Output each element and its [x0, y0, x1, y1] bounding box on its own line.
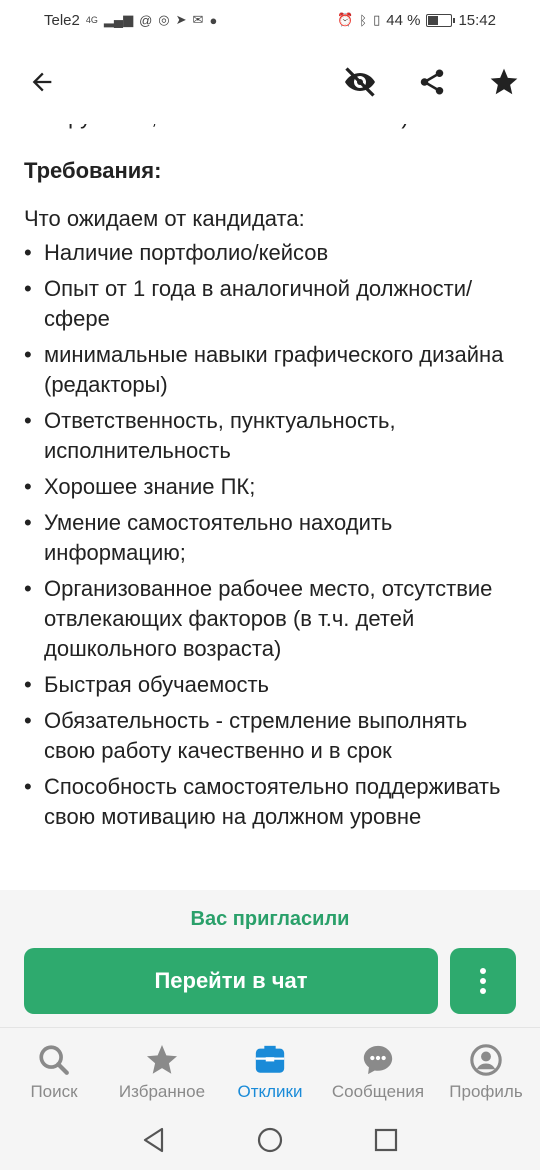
- search-icon: [37, 1043, 71, 1077]
- share-button[interactable]: [408, 58, 456, 106]
- list-item: • Быстрая обучаемость: [24, 670, 520, 700]
- battery-icon: [426, 14, 452, 27]
- triangle-back-icon: [142, 1127, 166, 1153]
- responses-icon: [253, 1043, 287, 1077]
- status-bar: [0, 0, 540, 40]
- instagram-icon: ◎: [158, 12, 170, 27]
- hide-button[interactable]: [336, 58, 384, 106]
- signal-icon: ▂▄▆: [103, 12, 134, 27]
- bottom-navigation: [0, 1027, 540, 1109]
- system-back-button[interactable]: [139, 1125, 169, 1155]
- app-bar: [0, 40, 540, 124]
- list-item: • Организованное рабочее место, отсутствие отвлекающих факторов (в т.ч. детей дошкольного возраста): [24, 574, 520, 664]
- nav-favorites[interactable]: [108, 1028, 216, 1109]
- battery-fill: [428, 16, 437, 25]
- profile-icon: [469, 1043, 503, 1077]
- go-to-chat-button[interactable]: Перейти в чат: [24, 948, 438, 1014]
- list-item: • Наличие портфолио/кейсов: [24, 238, 520, 268]
- star-icon: [144, 1042, 180, 1078]
- share-icon: [417, 67, 447, 97]
- back-button[interactable]: [18, 58, 66, 106]
- requirements-list: [24, 238, 520, 838]
- battery-percent: 44 %: [386, 11, 421, 29]
- status-right: [337, 12, 496, 29]
- list-item: • Ответственность, пунктуальность, исполнительность: [24, 406, 520, 466]
- list-item: • минимальные навыки графического дизайна (редакторы): [24, 340, 520, 400]
- action-panel: [0, 890, 540, 1027]
- requirements-title: Требования:: [24, 158, 162, 183]
- circle-home-icon: [257, 1127, 283, 1153]
- list-item: • Опыт от 1 года в аналогичной должности/сфере: [24, 274, 520, 334]
- vacancy-content[interactable]: [0, 100, 540, 890]
- network-type: 4G: [85, 15, 98, 25]
- list-item: • Хорошее знание ПК;: [24, 472, 520, 502]
- nav-label: Избранное: [118, 1082, 206, 1101]
- mail-icon: ✉: [192, 12, 204, 27]
- hide-eye-icon: [342, 64, 378, 100]
- alarm-icon: ⏰: [337, 12, 354, 27]
- invited-status: Вас пригласили: [190, 908, 350, 930]
- nav-label: Профиль: [449, 1082, 523, 1101]
- back-arrow-icon: [28, 68, 56, 96]
- vibrate-icon: ▯: [373, 12, 381, 27]
- favorite-button[interactable]: [480, 58, 528, 106]
- bluetooth-icon: ᛒ: [359, 12, 368, 28]
- carrier-label: Tele2: [44, 11, 80, 29]
- message-icon: ●: [209, 12, 218, 28]
- nav-profile[interactable]: [432, 1028, 540, 1109]
- list-item: • Обязательность - стремление выполнять свою работу качественно и в срок: [24, 706, 520, 766]
- system-navigation-bar: [0, 1109, 540, 1170]
- list-item: • Умение самостоятельно находить информацию;: [24, 508, 520, 568]
- nav-label: Поиск: [30, 1082, 78, 1101]
- square-recents-icon: [374, 1128, 398, 1152]
- clock: 15:42: [458, 11, 496, 29]
- telegram-icon: ➤: [175, 12, 187, 27]
- system-home-button[interactable]: [255, 1125, 285, 1155]
- nav-search[interactable]: [0, 1028, 108, 1109]
- chat-bubble-icon: [361, 1043, 395, 1077]
- at-sign-icon: @: [139, 12, 153, 28]
- nav-responses[interactable]: [216, 1028, 324, 1109]
- star-icon: [488, 66, 520, 98]
- requirements-intro: Что ожидаем от кандидата:: [24, 206, 305, 231]
- more-vertical-icon: [478, 967, 488, 995]
- status-left: [44, 12, 217, 29]
- list-item: • Способность самостоятельно поддерживать свою мотивацию на должном уровне: [24, 772, 520, 832]
- nav-label: Отклики: [237, 1082, 303, 1101]
- nav-messages[interactable]: [324, 1028, 432, 1109]
- nav-label: Сообщения: [331, 1082, 425, 1101]
- system-recents-button[interactable]: [371, 1125, 401, 1155]
- more-options-button[interactable]: [450, 948, 516, 1014]
